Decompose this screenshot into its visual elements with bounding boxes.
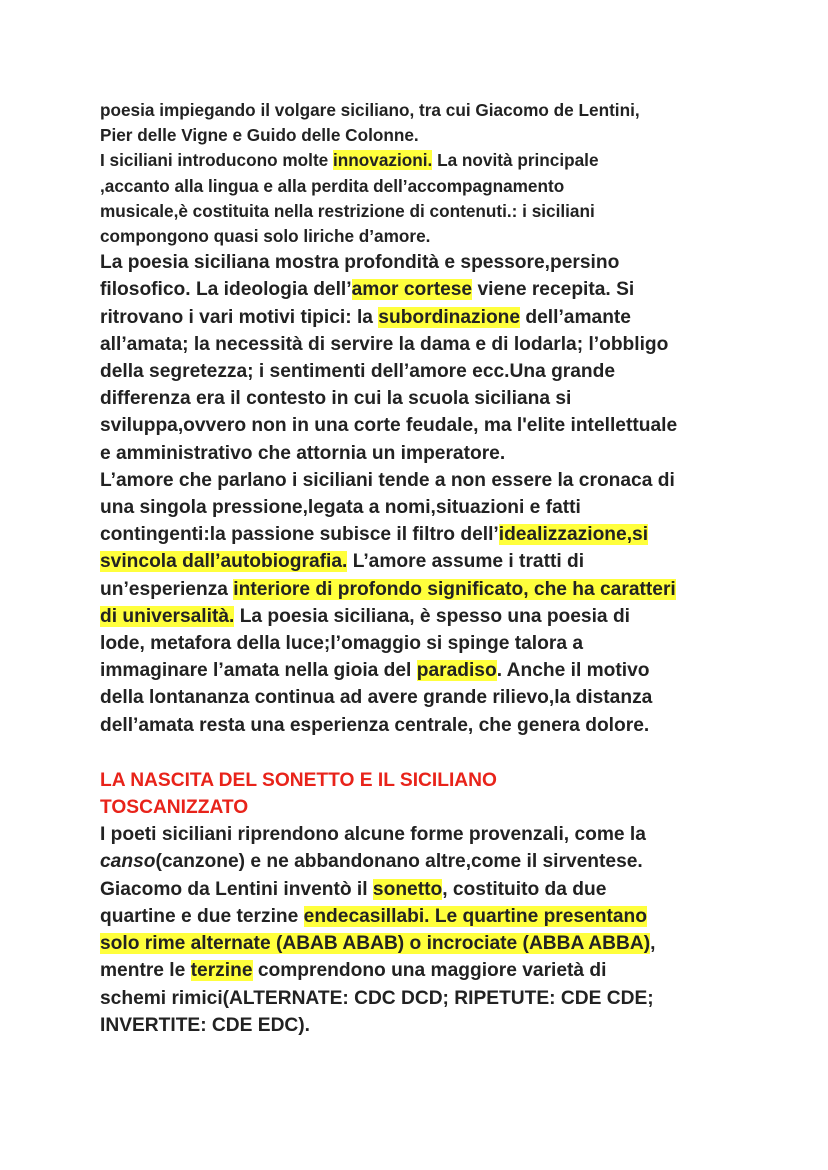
highlighted-text: terzine <box>190 960 253 982</box>
highlighted-text: sonetto <box>372 878 443 900</box>
highlighted-text: amor cortese <box>351 279 473 301</box>
text-line: della segretezza; i sentimenti dell’amore ecc.Una grande <box>100 361 616 383</box>
text-line: canso(canzone) e ne abbandonano altre,come il sirventese. <box>100 851 643 873</box>
text-line: una singola pressione,legata a nomi,situazioni e fatti <box>100 497 581 519</box>
paragraph-sicilian-poetry <box>100 249 740 467</box>
highlighted-text: di universalità. <box>100 605 235 627</box>
paragraph-intro-poets <box>100 98 740 148</box>
text-line: svincola dall’autobiografia. L’amore assume i tratti di <box>100 551 585 573</box>
text-line: immaginare l’amata nella gioia del paradiso. Anche il motivo <box>100 660 650 682</box>
highlighted-text: svincola dall’autobiografia. <box>100 551 348 573</box>
highlighted-text: subordinazione <box>378 306 521 328</box>
highlighted-text: solo rime alternate (ABAB ABAB) o incrociate (ABBA ABBA) <box>100 933 651 955</box>
text-line: sviluppa,ovvero non in una corte feudale, ma l'elite intellettuale <box>100 415 678 437</box>
text-line: filosofico. La ideologia dell’amor cortese viene recepita. Si <box>100 279 635 301</box>
text-line: mentre le terzine comprendono una maggiore varietà di <box>100 960 607 982</box>
text-line: Pier delle Vigne e Guido delle Colonne. <box>100 125 419 146</box>
highlighted-text: interiore di profondo significato, che ha caratteri <box>233 578 676 600</box>
text-line: schemi rimici(ALTERNATE: CDC DCD; RIPETUTE: CDE CDE; <box>100 987 654 1009</box>
heading-line: LA NASCITA DEL SONETTO E IL SICILIANO <box>100 769 497 791</box>
highlighted-text: idealizzazione,si <box>498 524 649 546</box>
text-line: ritrovano i vari motivi tipici: la subordinazione dell’amante <box>100 306 631 328</box>
paragraph-innovations <box>100 148 740 249</box>
text-line: INVERTITE: CDE EDC). <box>100 1014 311 1036</box>
text-line: solo rime alternate (ABAB ABAB) o incrociate (ABBA ABBA), <box>100 933 656 955</box>
paragraph-sonnet <box>100 821 740 1039</box>
text-line: compongono quasi solo liriche d’amore. <box>100 226 431 247</box>
text-line: differenza era il contesto in cui la scuola siciliana si <box>100 388 572 410</box>
highlighted-text: paradiso <box>416 660 497 682</box>
text-line: Giacomo da Lentini inventò il sonetto, costituito da due <box>100 878 607 900</box>
text-line: L’amore che parlano i siciliani tende a non essere la cronaca di <box>100 469 675 491</box>
document-page <box>100 98 740 1039</box>
text-line: ,accanto alla lingua e alla perdita dell’accompagnamento <box>100 175 565 196</box>
highlighted-text: endecasillabi. Le quartine presentano <box>303 905 647 927</box>
text-line: contingenti:la passione subisce il filtro dell’idealizzazione,si <box>100 524 649 546</box>
heading-line: TOSCANIZZATO <box>100 797 249 819</box>
text-line: della lontananza continua ad avere grande rilievo,la distanza <box>100 687 653 709</box>
text-line: e amministrativo che attornia un imperatore. <box>100 442 506 464</box>
text-line: I poeti siciliani riprendono alcune forme provenzali, come la <box>100 824 646 846</box>
text-line: di universalità. La poesia siciliana, è spesso una poesia di <box>100 605 630 627</box>
text-line: musicale,è costituita nella restrizione di contenuti.: i siciliani <box>100 200 595 221</box>
paragraph-love-theme <box>100 467 740 739</box>
text-line: La poesia siciliana mostra profondità e spessore,persino <box>100 252 620 274</box>
section-heading <box>100 767 740 821</box>
text-line: un’esperienza interiore di profondo significato, che ha caratteri <box>100 578 676 600</box>
text-line: quartine e due terzine endecasillabi. Le quartine presentano <box>100 905 647 927</box>
text-line: dell’amata resta una esperienza centrale, che genera dolore. <box>100 714 650 736</box>
italic-text: canso <box>100 851 156 873</box>
text-line: lode, metafora della luce;l’omaggio si spinge talora a <box>100 633 584 655</box>
text-line: poesia impiegando il volgare siciliano, tra cui Giacomo de Lentini, <box>100 100 640 120</box>
highlighted-text: innovazioni. <box>333 150 433 171</box>
text-line: all’amata; la necessità di servire la dama e di lodarla; l’obbligo <box>100 333 669 355</box>
text-line: I siciliani introducono molte innovazioni. La novità principale <box>100 150 599 171</box>
